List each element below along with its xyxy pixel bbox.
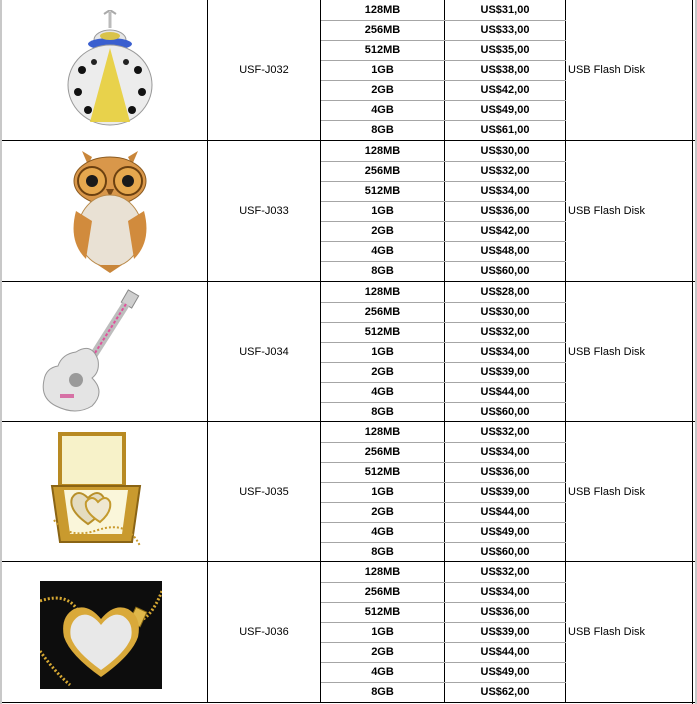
capacity-cell: 8GB	[321, 261, 445, 281]
row-separator	[321, 522, 566, 523]
table-row	[0, 282, 697, 422]
row-separator	[321, 382, 566, 383]
capacity-cell: 128MB	[321, 0, 445, 20]
row-separator	[321, 241, 566, 242]
owl-jewel-usb-image	[62, 151, 158, 273]
capacity-cell: 2GB	[321, 502, 445, 522]
row-separator	[321, 482, 566, 483]
product-divider	[0, 281, 697, 282]
price-cell: US$44,00	[445, 502, 566, 522]
capacity-cell: 2GB	[321, 80, 445, 100]
row-separator	[321, 622, 566, 623]
capacity-cell: 512MB	[321, 462, 445, 482]
row-separator	[321, 602, 566, 603]
row-separator	[321, 181, 566, 182]
capacity-cell: 8GB	[321, 402, 445, 422]
price-cell: US$31,00	[445, 0, 566, 20]
capacity-cell: 4GB	[321, 241, 445, 261]
price-cell: US$34,00	[445, 442, 566, 462]
price-cell: US$28,00	[445, 282, 566, 302]
capacity-cell: 8GB	[321, 682, 445, 702]
price-cell: US$30,00	[445, 302, 566, 322]
row-separator	[321, 322, 566, 323]
price-cell: US$42,00	[445, 80, 566, 100]
capacity-cell: 1GB	[321, 201, 445, 221]
heart-necklace-usb-image	[40, 581, 162, 689]
capacity-cell: 256MB	[321, 442, 445, 462]
row-separator	[321, 201, 566, 202]
price-cell: US$49,00	[445, 662, 566, 682]
product-image-cell	[0, 0, 208, 140]
row-separator	[321, 342, 566, 343]
row-separator	[321, 40, 566, 41]
price-cell: US$38,00	[445, 60, 566, 80]
capacity-cell: 1GB	[321, 482, 445, 502]
row-separator	[321, 462, 566, 463]
price-cell: US$61,00	[445, 120, 566, 140]
product-image-cell	[0, 422, 208, 562]
window-edge-left	[0, 0, 2, 704]
price-cell: US$44,00	[445, 382, 566, 402]
price-cell: US$32,00	[445, 161, 566, 181]
product-divider	[0, 421, 697, 422]
row-separator	[321, 362, 566, 363]
capacity-cell: 1GB	[321, 342, 445, 362]
product-divider	[0, 140, 697, 141]
product-description: USB Flash Disk	[568, 486, 646, 498]
product-code: USF-J033	[208, 141, 321, 281]
capacity-cell: 2GB	[321, 642, 445, 662]
capacity-cell: 128MB	[321, 141, 445, 161]
row-separator	[321, 442, 566, 443]
row-separator	[321, 542, 566, 543]
row-separator	[321, 502, 566, 503]
price-cell: US$49,00	[445, 522, 566, 542]
price-cell: US$32,00	[445, 422, 566, 442]
price-cell: US$60,00	[445, 402, 566, 422]
capacity-cell: 4GB	[321, 382, 445, 402]
price-cell: US$44,00	[445, 642, 566, 662]
price-cell: US$39,00	[445, 482, 566, 502]
table-row	[0, 0, 697, 140]
row-separator	[321, 662, 566, 663]
price-cell: US$62,00	[445, 682, 566, 702]
capacity-cell: 8GB	[321, 120, 445, 140]
product-code: USF-J036	[208, 562, 321, 702]
table-row	[0, 422, 697, 562]
capacity-cell: 4GB	[321, 522, 445, 542]
capacity-cell: 256MB	[321, 582, 445, 602]
capacity-cell: 4GB	[321, 100, 445, 120]
product-divider	[0, 561, 697, 562]
table-right-border	[692, 0, 693, 704]
product-code: USF-J034	[208, 282, 321, 422]
product-image-cell	[0, 282, 208, 422]
row-separator	[321, 402, 566, 403]
price-cell: US$32,00	[445, 562, 566, 582]
price-cell: US$60,00	[445, 542, 566, 562]
price-cell: US$36,00	[445, 201, 566, 221]
product-description: USB Flash Disk	[568, 346, 646, 358]
price-cell: US$39,00	[445, 622, 566, 642]
row-separator	[321, 100, 566, 101]
price-cell: US$49,00	[445, 100, 566, 120]
capacity-cell: 8GB	[321, 542, 445, 562]
capacity-cell: 128MB	[321, 282, 445, 302]
product-divider	[0, 702, 697, 703]
capacity-cell: 512MB	[321, 40, 445, 60]
table-row	[0, 562, 697, 702]
capacity-cell: 256MB	[321, 302, 445, 322]
price-cell: US$42,00	[445, 221, 566, 241]
price-cell: US$48,00	[445, 241, 566, 261]
price-cell: US$34,00	[445, 582, 566, 602]
price-cell: US$34,00	[445, 342, 566, 362]
price-cell: US$30,00	[445, 141, 566, 161]
row-separator	[321, 682, 566, 683]
row-separator	[321, 80, 566, 81]
row-separator	[321, 20, 566, 21]
ladybug-jewel-usb-image	[60, 10, 160, 130]
price-cell: US$36,00	[445, 602, 566, 622]
product-code: USF-J032	[208, 0, 321, 140]
price-cell: US$35,00	[445, 40, 566, 60]
heart-pendant-in-gift-box-usb-image	[48, 430, 144, 554]
price-cell: US$60,00	[445, 261, 566, 281]
row-separator	[321, 642, 566, 643]
price-cell: US$32,00	[445, 322, 566, 342]
product-code: USF-J035	[208, 422, 321, 562]
capacity-cell: 2GB	[321, 221, 445, 241]
row-separator	[321, 120, 566, 121]
capacity-cell: 512MB	[321, 322, 445, 342]
capacity-cell: 2GB	[321, 362, 445, 382]
row-separator	[321, 261, 566, 262]
capacity-cell: 256MB	[321, 161, 445, 181]
guitar-jewel-usb-image	[36, 288, 146, 416]
product-image-cell	[0, 141, 208, 281]
price-cell: US$39,00	[445, 362, 566, 382]
capacity-cell: 1GB	[321, 60, 445, 80]
row-separator	[321, 302, 566, 303]
capacity-cell: 4GB	[321, 662, 445, 682]
capacity-cell: 1GB	[321, 622, 445, 642]
product-description: USB Flash Disk	[568, 626, 646, 638]
table-row	[0, 141, 697, 281]
price-cell: US$36,00	[445, 462, 566, 482]
capacity-cell: 512MB	[321, 181, 445, 201]
product-description: USB Flash Disk	[568, 205, 646, 217]
row-separator	[321, 60, 566, 61]
row-separator	[321, 582, 566, 583]
capacity-cell: 128MB	[321, 562, 445, 582]
price-cell: US$34,00	[445, 181, 566, 201]
product-description: USB Flash Disk	[568, 64, 646, 76]
row-separator	[321, 161, 566, 162]
product-image-cell	[0, 562, 208, 702]
price-cell: US$33,00	[445, 20, 566, 40]
capacity-cell: 256MB	[321, 20, 445, 40]
capacity-cell: 128MB	[321, 422, 445, 442]
row-separator	[321, 221, 566, 222]
capacity-cell: 512MB	[321, 602, 445, 622]
